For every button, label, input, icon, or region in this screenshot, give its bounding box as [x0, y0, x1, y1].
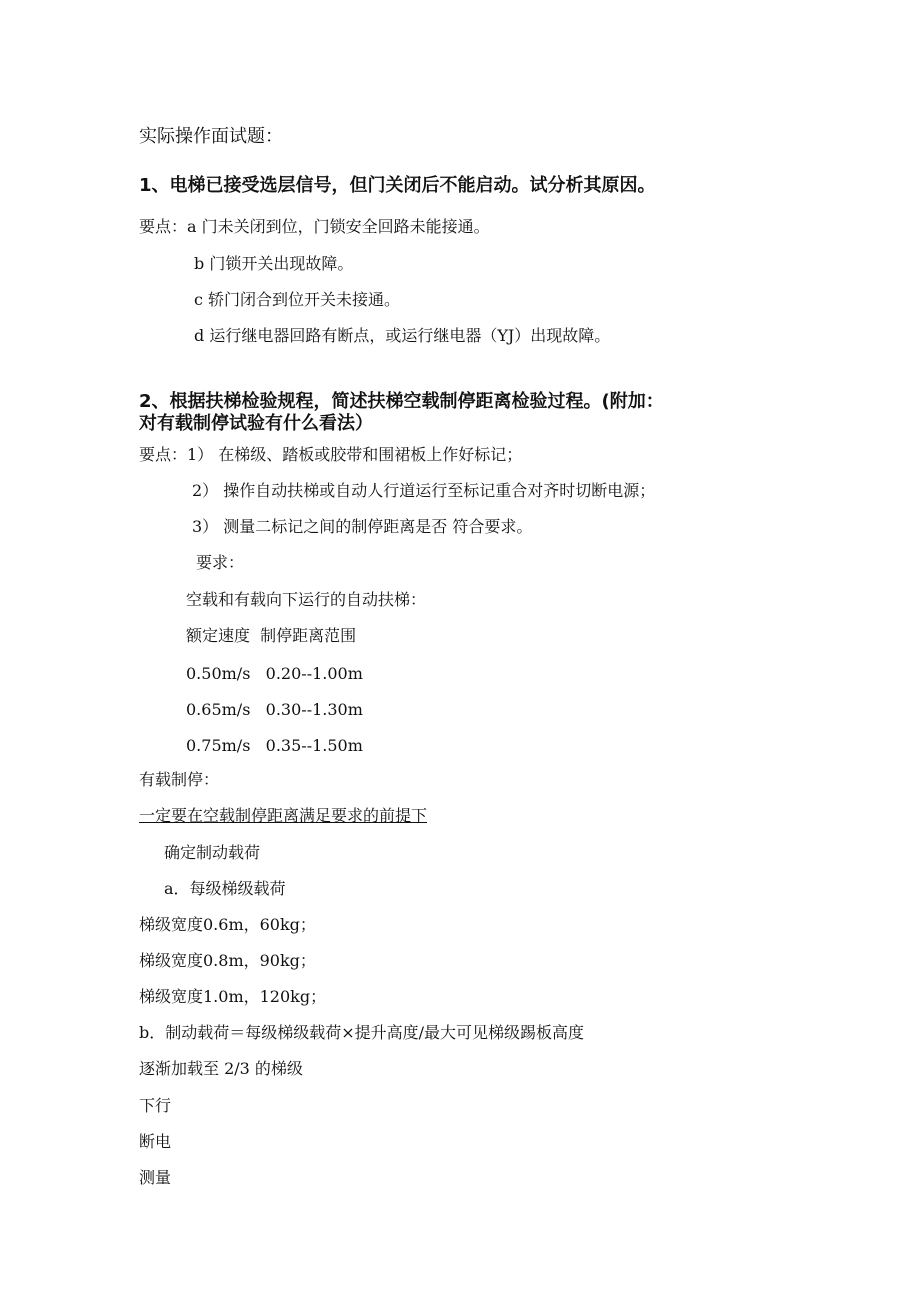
step-width-line: 梯级宽度0.8m，90kg； [139, 951, 316, 970]
speed-table-row: 0.75m/s 0.35--1.50m [186, 736, 363, 755]
q2-point-3: 3） 测量二标记之间的制停距离是否 符合要求。 [192, 517, 533, 536]
speed-table-header: 额定速度 制停距离范围 [186, 626, 357, 645]
step-a: a．每级梯级载荷 [164, 879, 286, 898]
page-title: 实际操作面试题： [139, 126, 283, 147]
procedure-step: 逐渐加载至 2/3 的梯级 [139, 1059, 303, 1078]
question-1-heading: 1、电梯已接受选层信号，但门关闭后不能启动。试分析其原因。 [139, 175, 656, 196]
question-2-heading-line1: 2、根据扶梯检验规程，简述扶梯空载制停距离检验过程。(附加： [139, 391, 664, 412]
q1-point-c: c 轿门闭合到位开关未接通。 [194, 290, 401, 309]
speed-table-row: 0.65m/s 0.30--1.30m [186, 700, 363, 719]
requirement-label: 要求： [196, 553, 245, 572]
brake-load-title: 确定制动载荷 [164, 843, 261, 862]
q1-point-b: b 门锁开关出现故障。 [194, 254, 354, 273]
step-width-line: 梯级宽度0.6m，60kg； [139, 915, 316, 934]
q2-point-1: 要点：1） 在梯级、踏板或胶带和围裙板上作好标记； [139, 445, 523, 464]
q1-point-d: d 运行继电器回路有断点，或运行继电器（YJ）出现故障。 [194, 326, 611, 345]
procedure-step: 下行 [139, 1096, 172, 1115]
loaded-stop-precondition: 一定要在空载制停距离满足要求的前提下 [139, 806, 428, 825]
step-b: b．制动载荷＝每级梯级载荷×提升高度/最大可见梯级踢板高度 [139, 1023, 585, 1042]
procedure-step: 测量 [139, 1168, 172, 1187]
procedure-step: 断电 [139, 1132, 172, 1151]
speed-table-row: 0.50m/s 0.20--1.00m [186, 664, 363, 683]
loaded-stop-title: 有载制停： [139, 770, 220, 789]
requirement-desc: 空载和有载向下运行的自动扶梯： [186, 590, 427, 609]
step-width-line: 梯级宽度1.0m，120kg； [139, 987, 327, 1006]
q1-point-a: 要点：a 门未关闭到位，门锁安全回路未能接通。 [139, 217, 490, 236]
question-2-heading-line2: 对有载制停试验有什么看法） [139, 413, 373, 434]
q2-point-2: 2） 操作自动扶梯或自动人行道运行至标记重合对齐时切断电源； [192, 481, 656, 500]
